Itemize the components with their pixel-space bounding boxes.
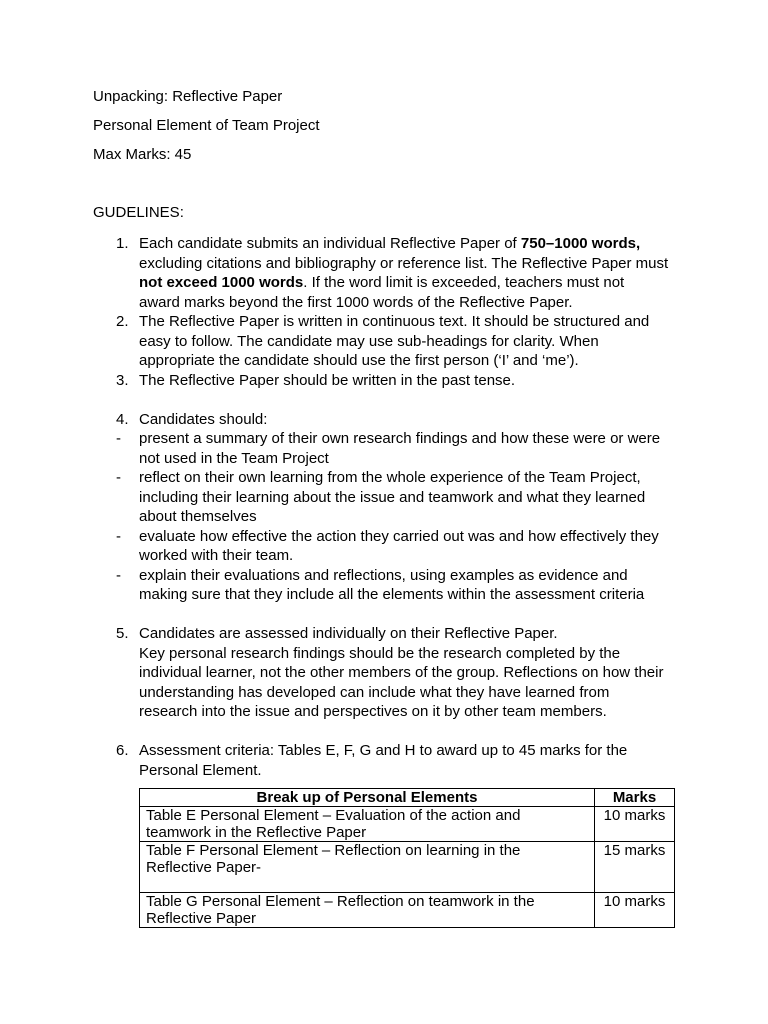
- table-cell-element: Table E Personal Element – Evaluation of the action and teamwork in the Reflective Paper: [140, 807, 595, 842]
- guideline-text: Candidates should:: [139, 410, 268, 428]
- word-range-emphasis: 750–1000 words,: [520, 235, 641, 252]
- table-row: [140, 893, 675, 928]
- word-limit-emphasis: not exceed 1000 words: [139, 274, 304, 291]
- bullet-text: explain their evaluations and reflections, using examples as evidence and making sure that they include all the elements within the assessment criteria: [139, 566, 645, 603]
- guidelines-heading: GUDELINES:: [93, 204, 184, 221]
- table-row: [140, 807, 675, 842]
- guideline-number: 4.: [116, 410, 129, 428]
- bullet-dash: -: [116, 469, 121, 486]
- guideline-5: [116, 624, 669, 644]
- guideline-text: The Reflective Paper should be written in the past tense.: [139, 371, 516, 389]
- guideline-text: . If the word limit is exceeded, teachers must not award marks beyond the first 1000 words of the Reflective Paper.: [139, 274, 625, 311]
- guidelines-list: [0, 234, 768, 780]
- guideline-4: [116, 410, 669, 430]
- guideline-number: 6.: [116, 742, 129, 759]
- document-title: Unpacking: Reflective Paper: [93, 88, 283, 105]
- guideline-number: 1.: [116, 235, 129, 252]
- bullet-dash: -: [116, 527, 121, 545]
- table-header-marks: Marks: [595, 789, 675, 807]
- guideline-number: 5.: [116, 625, 129, 642]
- guideline-text: Each candidate submits an individual Reflective Paper of: [139, 235, 521, 252]
- bullet-item: [116, 468, 669, 527]
- bullet-item: [116, 527, 669, 566]
- marks-breakup-table: [139, 788, 675, 928]
- guideline-3: [116, 371, 669, 391]
- max-marks: Max Marks: 45: [93, 146, 192, 163]
- guideline-text: excluding citations and bibliography or reference list. The Reflective Paper must: [139, 254, 669, 272]
- table-cell-marks: 15 marks: [595, 842, 675, 893]
- guideline-1: [116, 234, 669, 312]
- bullet-item: [116, 429, 669, 468]
- guideline-text: Assessment criteria: Tables E, F, G and H to award up to 45 marks for the Personal Element.: [139, 742, 628, 779]
- guideline-text: Candidates are assessed individually on their Reflective Paper.: [139, 625, 558, 642]
- table-row: [140, 842, 675, 893]
- table-header-element: Break up of Personal Elements: [140, 789, 595, 807]
- bullet-text: reflect on their own learning from the whole experience of the Team Project, including their learning about the issue and teamwork and what they learned about themselves: [139, 469, 646, 525]
- guideline-number: 2.: [116, 313, 129, 330]
- guideline-text: The Reflective Paper is written in continuous text. It should be structured and easy to follow. The candidate may use sub-headings for clarity. When appropriate the candidate should use the first person (‘I’ and ‘me’).: [139, 313, 650, 369]
- guideline-2: [116, 312, 669, 371]
- bullet-dash: -: [116, 430, 121, 447]
- table-header-row: [140, 789, 675, 807]
- table-cell-element: Table F Personal Element – Reflection on learning in the Reflective Paper-: [140, 842, 595, 893]
- table-cell-marks: 10 marks: [595, 807, 675, 842]
- bullet-text: evaluate how effective the action they carried out was and how effectively they worked with their team.: [139, 527, 659, 564]
- table-cell-element: Table G Personal Element – Reflection on teamwork in the Reflective Paper: [140, 893, 595, 928]
- guideline-5-detail: [139, 644, 669, 722]
- guideline-number: 3.: [116, 371, 129, 389]
- guideline-text: Key personal research findings should be the research completed by the individual learner, not the other members of the group. Reflections on how their understanding has developed can include what they have learned from research into the issue and perspectives on it by other team members.: [139, 644, 664, 720]
- document-subtitle: Personal Element of Team Project: [93, 117, 320, 134]
- bullet-dash: -: [116, 566, 121, 584]
- table-cell-marks: 10 marks: [595, 893, 675, 928]
- bullet-item: [116, 566, 669, 605]
- guideline-6: [116, 741, 669, 780]
- bullet-text: present a summary of their own research findings and how these were or were not used in the Team Project: [139, 430, 661, 467]
